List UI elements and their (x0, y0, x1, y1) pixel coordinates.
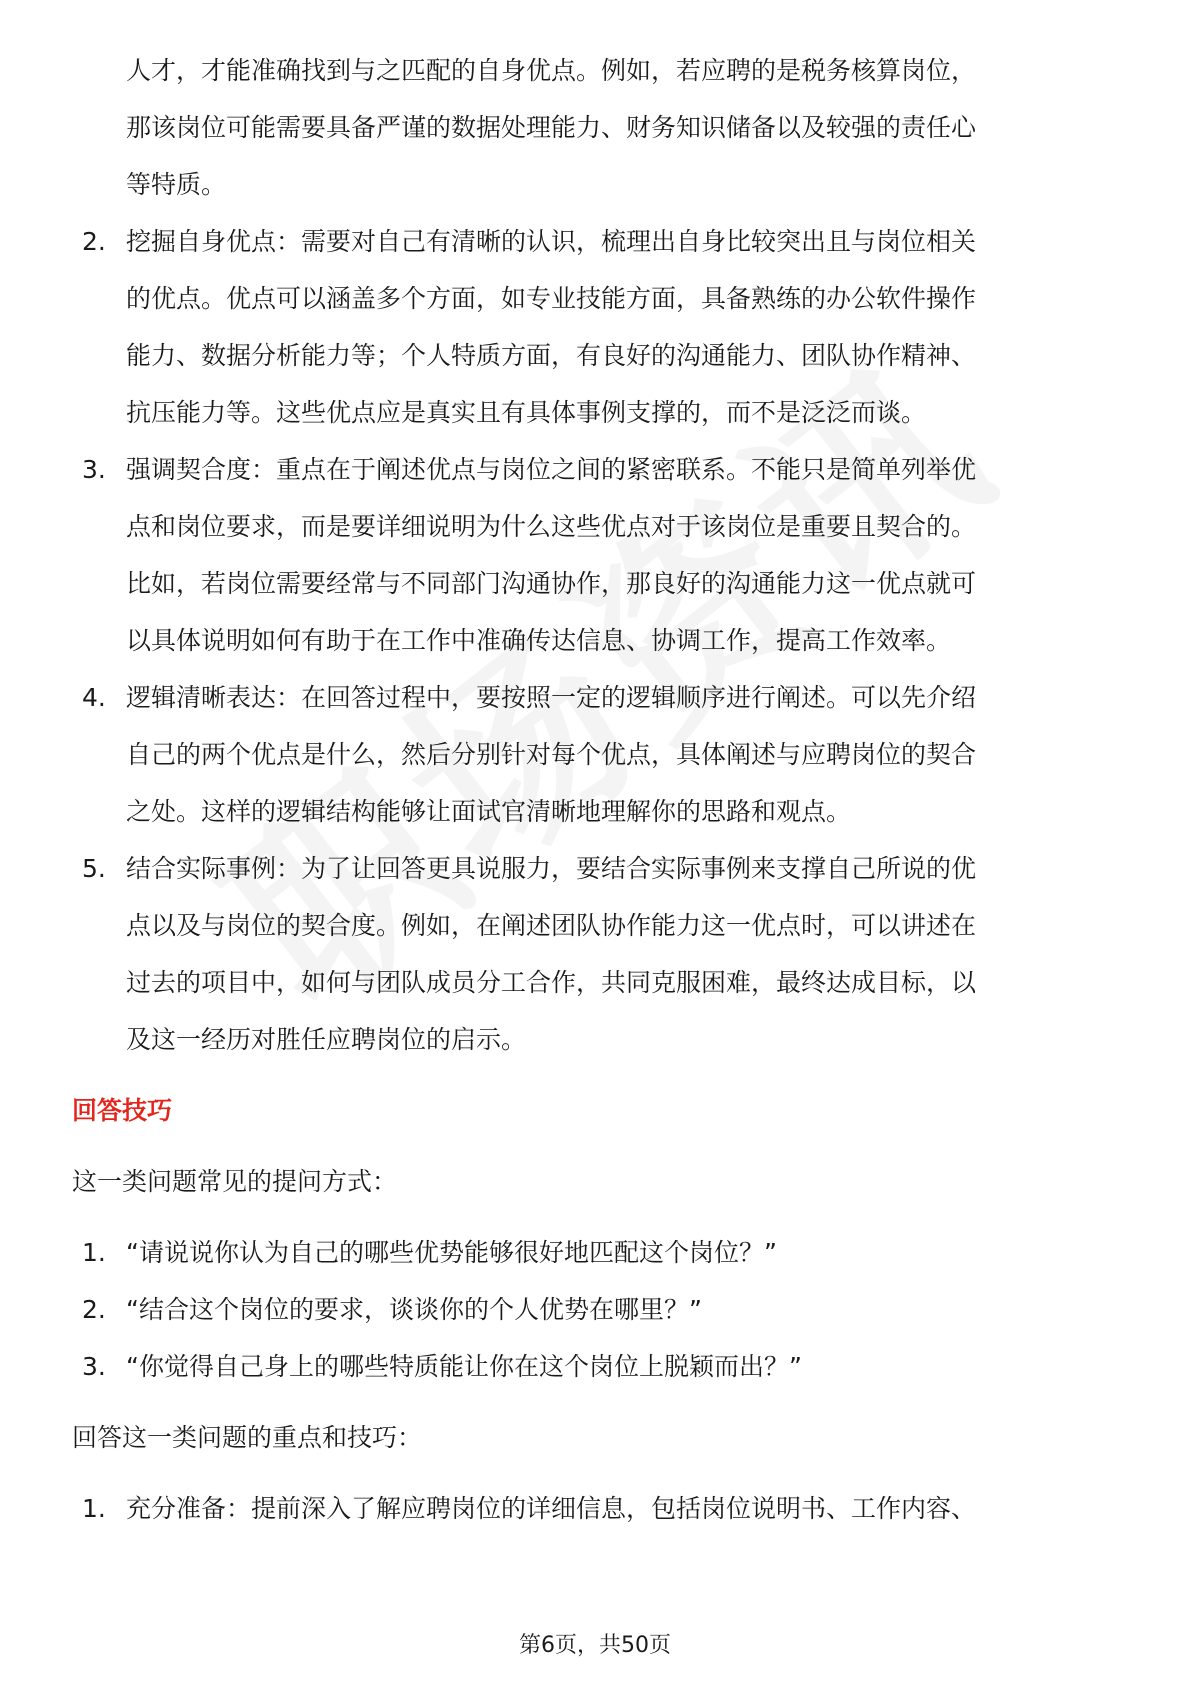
text-line: 过去的项目中，如何与团队成员分工合作，共同克服困难，最终达成目标，以 (126, 968, 977, 997)
list-number: 1. (82, 1238, 106, 1267)
points-list (72, 213, 1122, 1068)
text-line: 结合实际事例：为了让回答更具说服力，要结合实际事例来支撑自己所说的优 (126, 854, 977, 883)
list-item (72, 213, 1122, 441)
tip-item (72, 1480, 1122, 1537)
section-heading: 回答技巧 (72, 1096, 173, 1125)
list-item (72, 669, 1122, 840)
list-number: 1. (82, 1494, 106, 1523)
questions-intro: 这一类问题常见的提问方式： (72, 1167, 398, 1196)
tips-list (72, 1480, 1122, 1537)
text-line: 挖掘自身优点：需要对自己有清晰的认识，梳理出自身比较突出且与岗位相关 (126, 227, 977, 256)
text-line: 人才，才能准确找到与之匹配的自身优点。例如，若应聘的是税务核算岗位， (126, 56, 977, 85)
text-line: 自己的两个优点是什么，然后分别针对每个优点，具体阐述与应聘岗位的契合 (126, 740, 977, 769)
list-number: 5. (82, 854, 106, 883)
text-line: 等特质。 (126, 170, 227, 199)
list-item-continuation (72, 42, 1122, 213)
page-number-footer: 第6页，共50页 (519, 1633, 671, 1658)
tips-intro: 回答这一类问题的重点和技巧： (72, 1423, 423, 1452)
text-line: 点以及与岗位的契合度。例如，在阐述团队协作能力这一优点时，可以讲述在 (126, 911, 977, 940)
question-text: “请说说你认为自己的哪些优势能够很好地匹配这个岗位？” (126, 1238, 777, 1267)
question-text: “结合这个岗位的要求，谈谈你的个人优势在哪里？” (126, 1295, 702, 1324)
questions-list (72, 1224, 1122, 1395)
list-number: 4. (82, 683, 106, 712)
list-number: 2. (82, 227, 106, 256)
text-line: 以具体说明如何有助于在工作中准确传达信息、协调工作，提高工作效率。 (126, 626, 952, 655)
text-line: 那该岗位可能需要具备严谨的数据处理能力、财务知识储备以及较强的责任心 (126, 113, 977, 142)
list-number: 3. (82, 455, 106, 484)
text-line: 能力、数据分析能力等；个人特质方面，有良好的沟通能力、团队协作精神、 (126, 341, 977, 370)
text-line: 的优点。优点可以涵盖多个方面，如专业技能方面，具备熟练的办公软件操作 (126, 284, 977, 313)
text-line: 之处。这样的逻辑结构能够让面试官清晰地理解你的思路和观点。 (126, 797, 852, 826)
question-text: “你觉得自己身上的哪些特质能让你在这个岗位上脱颖而出？” (126, 1352, 802, 1381)
question-item (72, 1338, 1122, 1395)
text-line: 抗压能力等。这些优点应是真实且有具体事例支撑的，而不是泛泛而谈。 (126, 398, 927, 427)
text-line: 强调契合度：重点在于阐述优点与岗位之间的紧密联系。不能只是简单列举优 (126, 455, 977, 484)
list-item (72, 441, 1122, 669)
text-line: 逻辑清晰表达：在回答过程中，要按照一定的逻辑顺序进行阐述。可以先介绍 (126, 683, 977, 712)
list-number: 3. (82, 1352, 106, 1381)
text-line: 比如，若岗位需要经常与不同部门沟通协作，那良好的沟通能力这一优点就可 (126, 569, 977, 598)
text-line: 点和岗位要求，而是要详细说明为什么这些优点对于该岗位是重要且契合的。 (126, 512, 977, 541)
question-item (72, 1281, 1122, 1338)
document-content (72, 42, 1122, 1537)
list-item (72, 840, 1122, 1068)
text-line: 及这一经历对胜任应聘岗位的启示。 (126, 1025, 527, 1054)
list-number: 2. (82, 1295, 106, 1324)
question-item (72, 1224, 1122, 1281)
tip-text: 充分准备：提前深入了解应聘岗位的详细信息，包括岗位说明书、工作内容、 (126, 1494, 977, 1523)
